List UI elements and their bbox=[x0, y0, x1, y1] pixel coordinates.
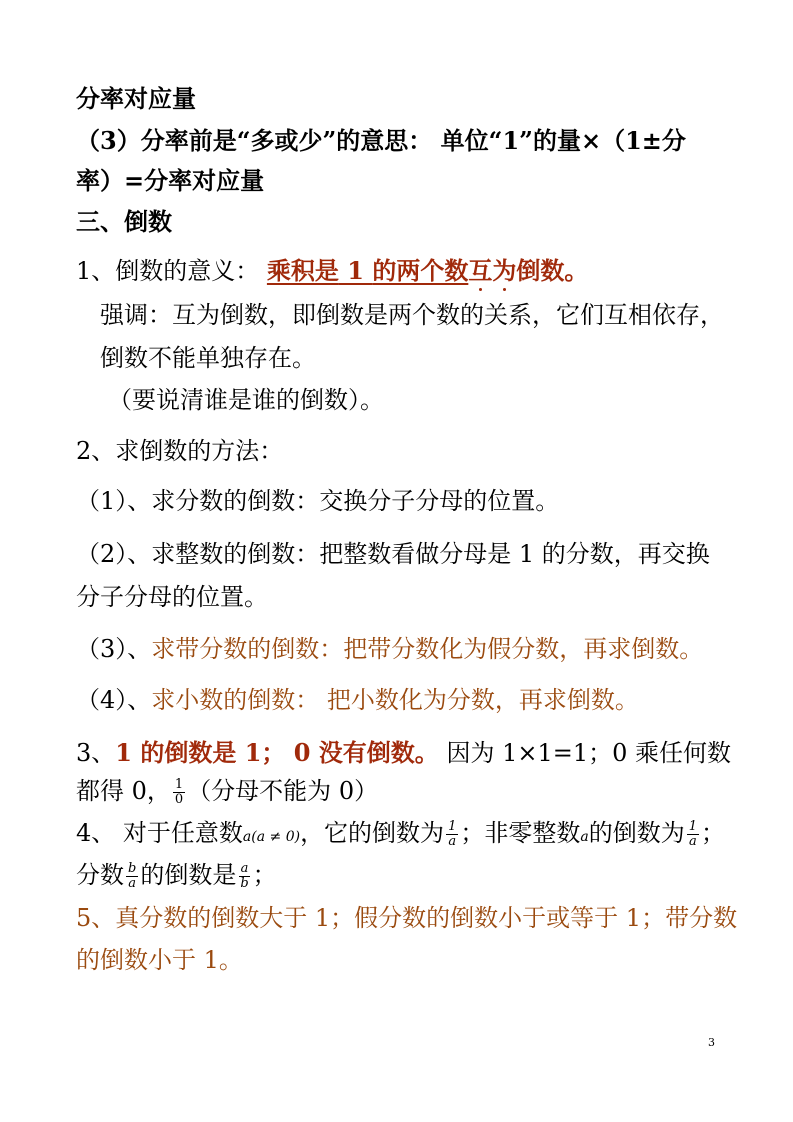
definition-line bbox=[76, 256, 588, 286]
point-3-reason: 因为 1×1=1；0 乘任何数 bbox=[438, 739, 731, 767]
method-3-label: （3）、 bbox=[76, 635, 152, 663]
method-4-text: 求小数的倒数： 把小数化为分数，再求倒数。 bbox=[151, 686, 639, 714]
point-3-emphasis: 1 的倒数是 1； 0 没有倒数。 bbox=[115, 738, 439, 767]
point-3-line1 bbox=[76, 738, 731, 768]
definition-text bbox=[267, 256, 468, 285]
rule-3-line2: 率）=分率对应量 bbox=[76, 166, 265, 195]
fraction-a-over-b bbox=[238, 862, 250, 891]
definition-part-2: 1 bbox=[338, 256, 373, 285]
point-4-label: 4、 对于任意数 bbox=[76, 819, 243, 847]
point-4-text-1: ，它的倒数为 bbox=[300, 819, 445, 847]
method-4-label: （4）、 bbox=[76, 686, 152, 714]
heading-fraction-quantity: 分率对应量 bbox=[76, 84, 196, 113]
emphasis-line1: 强调：互为倒数，即倒数是两个数的关系，它们互相依存， bbox=[100, 301, 724, 329]
fraction-numerator: 1 bbox=[688, 819, 697, 834]
method-2-line1: （2）、求整数的倒数：把整数看做分母是 1 的分数，再交换 bbox=[76, 540, 710, 568]
fraction-denominator: 0 bbox=[174, 792, 184, 807]
fraction-1-over-a-2 bbox=[687, 820, 699, 849]
point-5-line1: 5、真分数的倒数大于 1；假分数的倒数小于或等于 1；带分数 bbox=[76, 904, 738, 932]
point-3-note: （分母不能为 0） bbox=[187, 777, 379, 805]
point-4-text-3: 的倒数为 bbox=[588, 819, 685, 847]
point-4-line2-text-2: 的倒数是 bbox=[140, 861, 237, 889]
fraction-denominator: a bbox=[688, 834, 697, 849]
fraction-denominator: a bbox=[128, 876, 137, 891]
methods-heading: 2、求倒数的方法： bbox=[76, 437, 284, 465]
method-2-line2: 分子分母的位置。 bbox=[76, 583, 268, 611]
point-3-line2-text: 都得 0， bbox=[76, 777, 171, 805]
fraction-numerator: b bbox=[128, 861, 137, 876]
definition-part-3: 的两个数 bbox=[372, 256, 469, 285]
fraction-b-over-a bbox=[126, 862, 138, 891]
point-5-line2: 的倒数小于 1。 bbox=[76, 946, 243, 974]
page-number: 3 bbox=[708, 1036, 715, 1049]
fraction-denominator: a bbox=[448, 834, 457, 849]
fraction-numerator: a bbox=[240, 861, 249, 876]
point-4-text-4: ； bbox=[700, 819, 725, 847]
emphasis-dot-char-1: 互 bbox=[468, 256, 493, 285]
section-heading-reciprocal: 三、倒数 bbox=[76, 207, 172, 236]
fraction-numerator: 1 bbox=[174, 777, 184, 792]
point-4-line2-text-1: 分数 bbox=[76, 861, 124, 889]
point-3-line2 bbox=[76, 776, 378, 807]
point-4-line2-text-3: ； bbox=[252, 861, 277, 889]
definition-part-4: 倒数。 bbox=[516, 256, 589, 285]
method-4 bbox=[76, 685, 639, 715]
variable-a: a bbox=[580, 829, 589, 845]
method-3 bbox=[76, 634, 703, 664]
definition-part-1: 乘积是 bbox=[266, 256, 339, 285]
method-1: （1）、求分数的倒数：交换分子分母的位置。 bbox=[76, 487, 560, 515]
fraction-numerator: 1 bbox=[448, 819, 457, 834]
fraction-1-over-a bbox=[446, 820, 458, 849]
fraction-denominator: b bbox=[240, 876, 249, 891]
point-4-text-2: ；非零整数 bbox=[460, 819, 581, 847]
rule-3-line1: （3）分率前是“多或少”的意思： 单位“1”的量×（1±分 bbox=[76, 126, 686, 155]
point-3-label: 3、 bbox=[76, 739, 116, 767]
point-4-line1 bbox=[76, 818, 725, 852]
emphasis-line2: 倒数不能单独存在。 bbox=[100, 344, 316, 372]
emphasis-dot-char-2: 为 bbox=[492, 256, 517, 285]
fraction-one-over-zero bbox=[173, 778, 185, 807]
point-4-line2 bbox=[76, 860, 277, 891]
expression-a-neq-0: a(a ≠ 0) bbox=[242, 829, 301, 845]
emphasis-note: （要说清谁是谁的倒数）。 bbox=[108, 386, 384, 414]
method-3-text: 求带分数的倒数：把带分数化为假分数，再求倒数。 bbox=[151, 635, 704, 663]
definition-label: 1、倒数的意义： bbox=[76, 257, 267, 285]
